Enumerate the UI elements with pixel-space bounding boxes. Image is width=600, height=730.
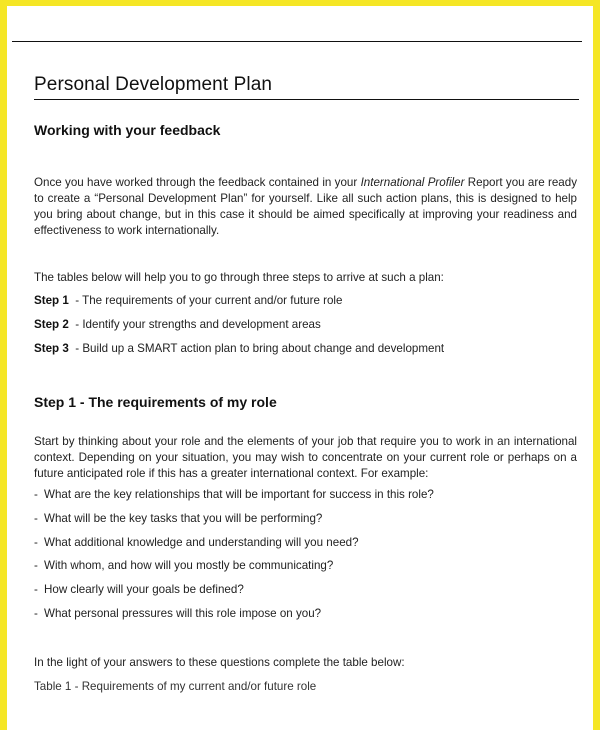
feedback-text-start: Once you have worked through the feedback contained in your [34,176,361,189]
section-heading-feedback: Working with your feedback [34,122,221,138]
profiler-name: International Profiler [360,176,465,189]
question-text: What will be the key tasks that you will be performing? [44,512,323,525]
question-text: What personal pressures will this role impose on you? [44,607,322,620]
feedback-paragraph [34,175,577,239]
question-text: What are the key relationships that will be important for success in this role? [44,488,434,501]
step-2-line [34,318,321,331]
step-2-text: - Identify your strengths and development areas [68,318,321,331]
step-1-label: Step 1 [34,294,69,307]
question-text: What additional knowledge and understanding will you need? [44,536,359,549]
question-item: - What additional knowledge and understanding will you need? [34,536,359,549]
header-rule [12,41,582,42]
question-item: - What will be the key tasks that you will be performing? [34,512,323,525]
closing-instruction: In the light of your answers to these questions complete the table below: [34,656,405,669]
step-1-text: - The requirements of your current and/or future role [68,294,343,307]
step-1-line [34,294,342,307]
step-3-label: Step 3 [34,342,69,355]
question-item: - How clearly will your goals be defined? [34,583,244,596]
feedback-text-end: Report you are ready to create a “Personal Development Plan” for yourself. Like all such action plans, this is designed to help you bring about change, but in this case it should be aimed specifically at improving your readiness and effectiveness to work internationally. [34,176,578,237]
step-3-line [34,342,444,355]
question-item: - What personal pressures will this role impose on you? [34,607,322,620]
document-title: Personal Development Plan [34,74,273,95]
section-heading-step1: Step 1 - The requirements of my role [34,394,277,410]
question-text: With whom, and how will you mostly be communicating? [44,559,334,572]
step-3-text: - Build up a SMART action plan to bring about change and development [68,342,445,355]
tables-intro: The tables below will help you to go through three steps to arrive at such a plan: [34,271,444,284]
question-item: - With whom, and how will you mostly be communicating? [34,559,334,572]
cut-off-text: Table 1 - Requirements of my current and/or future role [34,680,317,693]
step-2-label: Step 2 [34,318,69,331]
title-underline [34,99,579,100]
step1-intro-paragraph: Start by thinking about your role and the elements of your job that require you to work in an international context. Depending on your situation, you may wish to concentrate on your current role or perhaps on a future anticipated role if this has a greater international context. For example: [34,435,577,480]
question-item: - What are the key relationships that will be important for success in this role? [34,488,434,501]
document-page [7,6,593,730]
cut-off-line [34,680,364,696]
question-text: How clearly will your goals be defined? [44,583,244,596]
